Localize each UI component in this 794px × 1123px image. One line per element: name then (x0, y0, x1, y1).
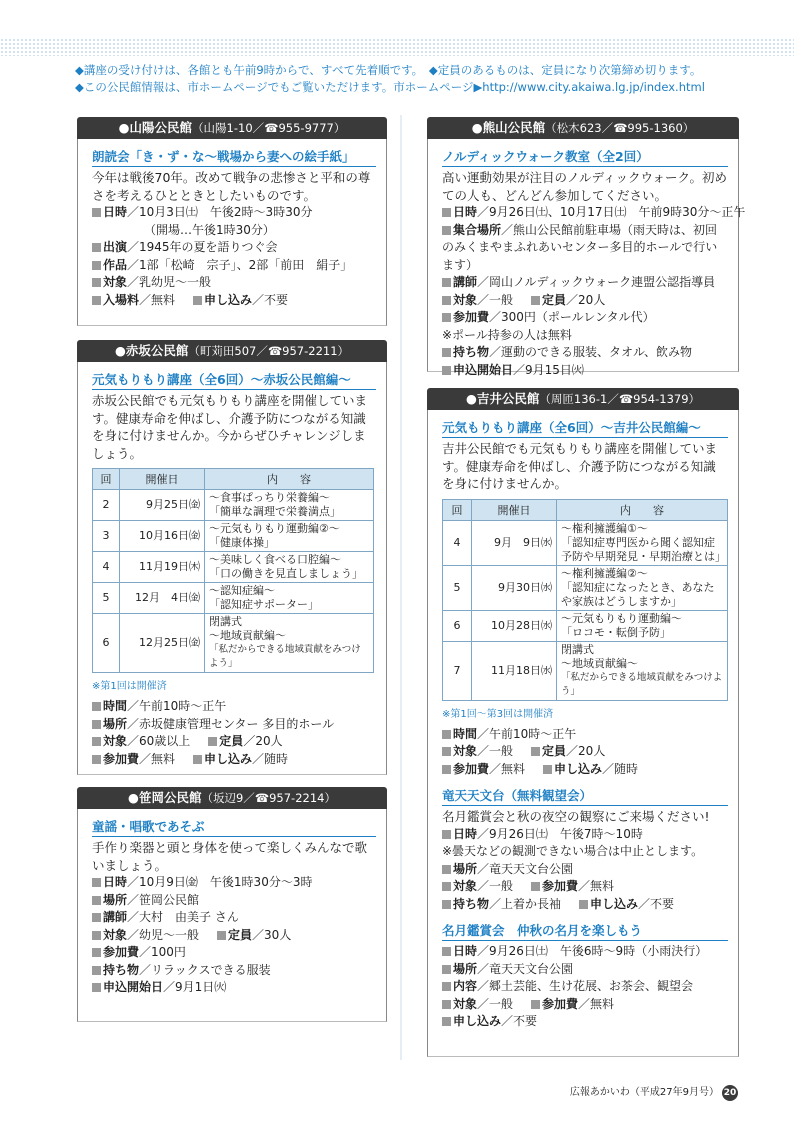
square-bullet-icon (442, 1017, 451, 1026)
square-bullet-icon (92, 737, 101, 746)
square-bullet-icon (442, 208, 451, 217)
table-note: ※第1回は開催済 (92, 681, 167, 692)
info-row-datetime: 日時／9月26日㈯ 午後7時～10時 (442, 826, 728, 844)
square-bullet-icon (442, 982, 451, 991)
hall-name: ●赤坂公民館 (114, 343, 189, 358)
event-description: 手作り楽器と頭と身体を使って楽しくみんなで歌いましょう。 (92, 840, 368, 873)
info-row-target: 対象／一般 参加費／無料 (442, 996, 728, 1014)
event-title: 朗読会「き・ず・な～戦場から妻への絵手紙」 (92, 147, 376, 167)
info-row-fee: 入場料／無料 申し込み／不要 (92, 292, 376, 310)
event-title: ノルディックウォーク教室（全2回） (442, 147, 728, 167)
pole-note: ※ポール持参の人は無料 (442, 327, 572, 342)
table-row: 7 11月18日㈬ 閉講式 ～地域貢献編～ 「私だからできる地域貢献をみつけよう」 (443, 641, 728, 700)
info-row-time: 時間／午前10時～正午 (92, 698, 376, 716)
info-row-content: 内容／郷土芸能、生け花展、お茶会、観望会 (442, 978, 728, 996)
event-description: 高い運動効果が注目のノルディックウォーク。初めての人も、どんどん参加してください。 (442, 170, 728, 203)
square-bullet-icon (193, 296, 202, 305)
event-description: 赤坂公民館でも元気もりもり講座を開催しています。健康寿命を伸ばし、介護予防につながる知識を身に付けませんか。今からぜひチャレンジしましょう。 (92, 393, 368, 461)
section-akasaka (77, 340, 387, 775)
square-bullet-icon (442, 747, 451, 756)
info-row-start-date: 申込開始日／9月1日㈫ (92, 979, 376, 997)
info-row-target: 対象／一般 定員／20人 (442, 292, 728, 310)
column-divider (400, 115, 402, 1060)
square-bullet-icon (531, 882, 540, 891)
square-bullet-icon (442, 366, 451, 375)
info-row-target: 対象／一般 定員／20人 (442, 743, 728, 761)
square-bullet-icon (442, 730, 451, 739)
event-description: 名月鑑賞会と秋の夜空の観察にご来場ください! (442, 809, 710, 824)
square-bullet-icon (531, 1000, 540, 1009)
schedule-table: 回 開催日 内 容 2 9月25日㈮ ～食事ぱっちり栄養編～ 「簡単な調理で栄養満点」 3 10月16日㈮ ～元気もりもり運動編②～ 「健康体操」 4 11月19日㈭ ～美味しく食べる口腔編～ 「口の働きを見直しましょう」 5 12月 4日㈮ ～認知症編～ 「認知症サポーター」 6 12月25日㈮ 閉講式 ～地域貢献編～ 「私だからできる地域貢献をみつけよう」 (92, 468, 374, 673)
square-bullet-icon (92, 720, 101, 729)
table-note: ※第1回～第3回は開催済 (442, 708, 554, 720)
square-bullet-icon (92, 983, 101, 992)
square-bullet-icon (442, 882, 451, 891)
info-row-place: 場所／竜天天文台公園 (442, 861, 728, 879)
hall-name: ●熊山公民館 (471, 120, 546, 135)
square-bullet-icon (442, 296, 451, 305)
info-row-instructor: 講師／岡山ノルディックウォーク連盟公認指導員 (442, 274, 728, 292)
info-row-target: 対象／乳幼児～一般 (92, 274, 376, 292)
header-dot-band (0, 38, 794, 56)
info-row-place: 場所／竜天天文台公園 (442, 961, 728, 979)
section-kumayama (427, 117, 746, 377)
info-row-datetime: 日時／9月26日㈯ 午後6時～9時（小雨決行） (442, 943, 728, 961)
square-bullet-icon (92, 931, 101, 940)
event-title: 童謡・唱歌であそぶ (92, 817, 376, 837)
square-bullet-icon (217, 931, 226, 940)
square-bullet-icon (193, 755, 202, 764)
page-footer (570, 1083, 738, 1101)
info-row-datetime: 日時／10月3日㈯ 午後2時～3時30分 (92, 204, 376, 222)
table-row: 4 11月19日㈭ ～美味しく食べる口腔編～ 「口の働きを見直しましょう」 (93, 552, 374, 583)
info-row-target: 対象／幼児～一般 定員／30人 (92, 927, 376, 945)
square-bullet-icon (442, 765, 451, 774)
section-header (77, 117, 387, 139)
square-bullet-icon (442, 348, 451, 357)
table-row: 3 10月16日㈮ ～元気もりもり運動編②～ 「健康体操」 (93, 521, 374, 552)
square-bullet-icon (442, 1000, 451, 1009)
info-row-place: 場所／赤坂健康管理センター 多目的ホール (92, 716, 376, 734)
hall-name: ●吉井公民館 (465, 391, 540, 406)
hall-name: ●笹岡公民館 (128, 790, 202, 805)
publication-name: 広報あかいわ（平成27年9月号） (569, 1087, 719, 1098)
section-header (427, 388, 739, 410)
square-bullet-icon (531, 296, 540, 305)
square-bullet-icon (442, 865, 451, 874)
square-bullet-icon (92, 278, 101, 287)
section-header (427, 117, 739, 139)
event-title: 元気もりもり講座（全6回）～赤坂公民館編～ (92, 370, 376, 390)
square-bullet-icon (92, 896, 101, 905)
notice-line-1: ◆講座の受け付けは、各館とも午前9時からで、すべて先着順です。 ◆定員のあるものは、定員になり次第締め切ります。 (75, 63, 702, 77)
weather-note: ※曇天などの観測できない場合は中止とします。 (442, 844, 704, 858)
table-row: 4 9月 9日㈬ ～権利擁護編①～ 「認知症専門医から聞く認知症 予防や早期発見・早期治療とは」 (443, 520, 728, 565)
info-row-start-date: 申込開始日／9月15日㈫ (442, 362, 728, 380)
info-row-place: 場所／笹岡公民館 (92, 892, 376, 910)
square-bullet-icon (442, 947, 451, 956)
square-bullet-icon (92, 208, 101, 217)
square-bullet-icon (92, 755, 101, 764)
square-bullet-icon (442, 830, 451, 839)
event-title-moon-viewing: 名月鑑賞会 仲秋の名月を楽しもう (442, 921, 728, 941)
square-bullet-icon (92, 913, 101, 922)
square-bullet-icon (442, 900, 451, 909)
square-bullet-icon (92, 878, 101, 887)
hall-address: （山陽1-10／☎955-9777） (192, 121, 346, 135)
info-row-fee: 参加費／無料 申し込み／随時 (92, 751, 376, 769)
info-row-target: 対象／一般 参加費／無料 (442, 878, 728, 896)
hall-address: （町苅田507／☎957-2211） (188, 344, 350, 358)
square-bullet-icon (92, 243, 101, 252)
square-bullet-icon (579, 900, 588, 909)
square-bullet-icon (442, 226, 451, 235)
table-row: 6 10月28日㈬ ～元気もりもり運動編～ 「ロコモ・転倒予防」 (443, 610, 728, 641)
schedule-table: 回 開催日 内 容 4 9月 9日㈬ ～権利擁護編①～ 「認知症専門医から聞く認知症 予防や早期発見・早期治療とは」 5 9月30日㈬ ～権利擁護編②～ 「認知症になったとき、あなた や家族はどうしますか」 6 10月28日㈬ ～元気もりもり運動編～ 「ロコモ・転倒予防」 7 11月18日㈬ 閉講式 ～地域貢献編～ 「私だからできる地域貢献をみつけよう」 (442, 499, 728, 701)
info-row-fee: 参加費／300円（ポールレンタル代） (442, 309, 728, 327)
info-row-opening: （開場…午後1時30分） (144, 222, 275, 237)
table-row: 2 9月25日㈮ ～食事ぱっちり栄養編～ 「簡単な調理で栄養満点」 (93, 490, 374, 521)
info-row-meeting-place: 集合場所／熊山公民館前駐車場（雨天時は、初回のみくまやまふれあいセンター多目的ホールで行います） (442, 222, 718, 272)
table-row: 5 12月 4日㈮ ～認知症編～ 「認知症サポーター」 (93, 583, 374, 614)
square-bullet-icon (442, 965, 451, 974)
section-header (77, 787, 387, 809)
hall-address: （松木623／☎995-1360） (545, 121, 695, 135)
info-row-belongings: 持ち物／運動のできる服装、タオル、飲み物 (442, 344, 728, 362)
event-title: 元気もりもり講座（全6回）～吉井公民館編～ (442, 418, 728, 438)
event-title-observatory: 竜天天文台（無料観望会） (442, 786, 728, 806)
square-bullet-icon (531, 747, 540, 756)
info-row-instructor: 講師／大村 由美子 さん (92, 909, 376, 927)
square-bullet-icon (92, 966, 101, 975)
square-bullet-icon (92, 261, 101, 270)
square-bullet-icon (543, 765, 552, 774)
section-header (77, 340, 387, 362)
info-row-application: 申し込み／不要 (442, 1013, 728, 1031)
info-row-belongings: 持ち物／上着か長袖 申し込み／不要 (442, 896, 728, 914)
square-bullet-icon (92, 702, 101, 711)
table-row: 5 9月30日㈬ ～権利擁護編②～ 「認知症になったとき、あなた や家族はどうしますか」 (443, 565, 728, 610)
page-number: 20 (722, 1085, 738, 1101)
section-sanyo (77, 117, 387, 326)
info-row-works: 作品／1部「松崎 宗子」、2部「前田 絹子」 (92, 257, 376, 275)
info-row-time: 時間／午前10時～正午 (442, 726, 728, 744)
section-sasaoka (77, 787, 387, 1022)
info-row-fee: 参加費／無料 申し込み／随時 (442, 761, 728, 779)
info-row-performer: 出演／1945年の夏を語りつぐ会 (92, 239, 376, 257)
event-description: 今年は戦後70年。改めて戦争の悲惨さと平和の尊さを考えるひとときとしたいものです。 (92, 170, 371, 203)
info-row-fee: 参加費／100円 (92, 944, 376, 962)
square-bullet-icon (92, 296, 101, 305)
hall-address: （周匝136-1／☎954-1379） (539, 392, 701, 406)
hall-address: （坂辺9／☎957-2214） (201, 791, 336, 805)
info-row-belongings: 持ち物／リラックスできる服装 (92, 962, 376, 980)
section-yoshii (427, 388, 739, 1057)
info-row-datetime: 日時／9月26日㈯、10月17日㈯ 午前9時30分～正午 (442, 204, 728, 222)
square-bullet-icon (442, 278, 451, 287)
square-bullet-icon (208, 737, 217, 746)
info-row-target: 対象／60歳以上 定員／20人 (92, 733, 376, 751)
table-row: 6 12月25日㈮ 閉講式 ～地域貢献編～ 「私だからできる地域貢献をみつけよう」 (93, 614, 374, 673)
square-bullet-icon (442, 313, 451, 322)
square-bullet-icon (92, 948, 101, 957)
info-row-datetime: 日時／10月9日㈮ 午後1時30分～3時 (92, 874, 376, 892)
notice-line-2: ◆この公民館情報は、市ホームページでもご覧いただけます。市ホームページ▶http://www.city.akaiwa.lg.jp/index.html (75, 80, 705, 94)
hall-name: ●山陽公民館 (118, 120, 193, 135)
event-description: 吉井公民館でも元気もりもり講座を開催しています。健康寿命を伸ばし、介護予防につながる知識を身に付けませんか。 (442, 441, 718, 491)
